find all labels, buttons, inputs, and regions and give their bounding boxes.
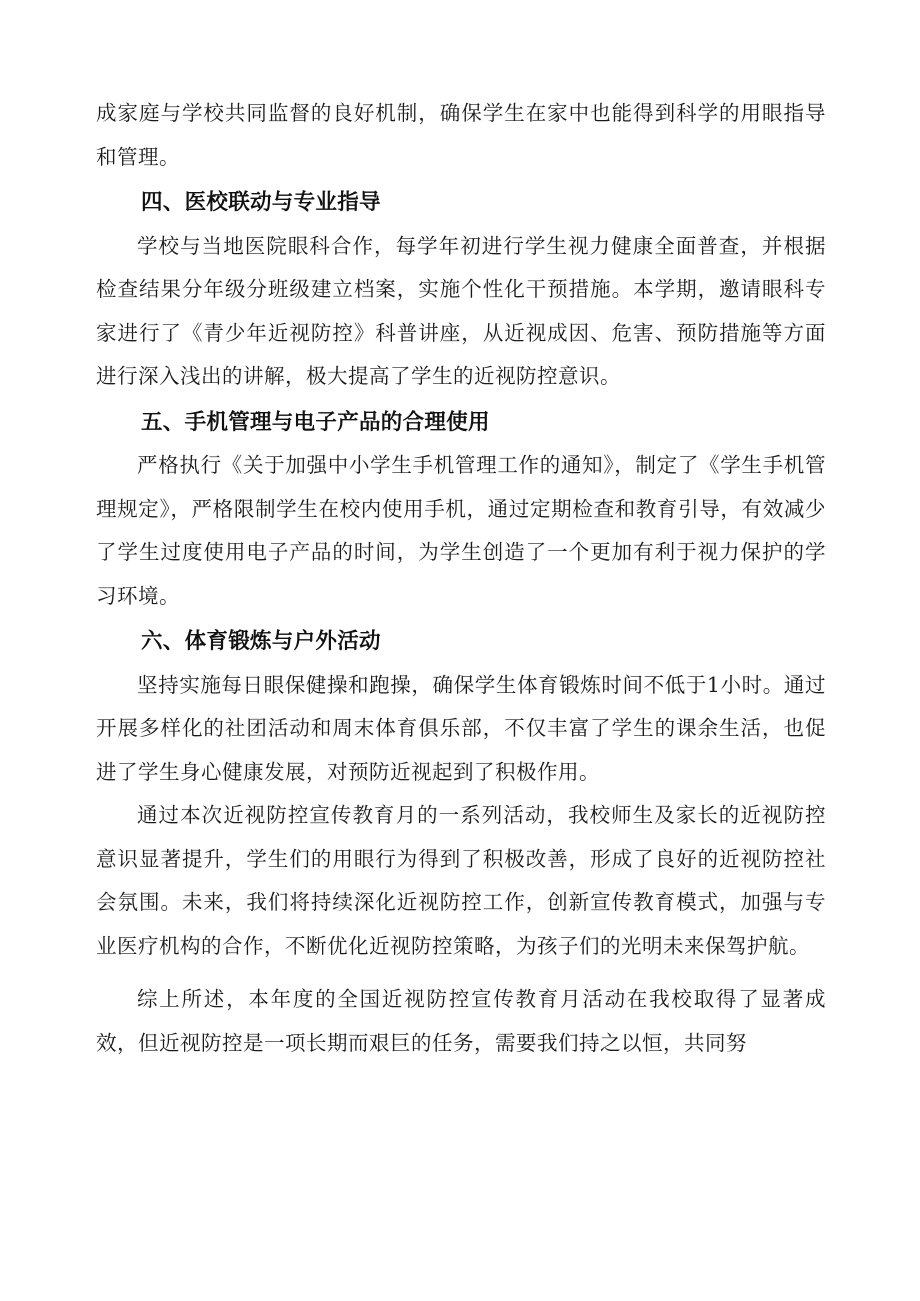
section-6-body: 坚持实施每日眼保健操和跑操，确保学生体育锻炼时间不低于1小时。通过开展多样化的社团活动和周末体育俱乐部，不仅丰富了学生的课余生活，也促进了学生身心健康发展，对预防近视起到了积极作用。: [96, 672, 826, 784]
conclusion-paragraph-1: 通过本次近视防控宣传教育月的一系列活动，我校师生及家长的近视防控意识显著提升，学生们的用眼行为得到了积极改善，形成了良好的近视防控社会氛围。未来，我们将持续深化近视防控工作，创新宣传教育模式，加强与专业医疗机构的合作，不断优化近视防控策略，为孩子们的光明未来保驾护航。: [96, 803, 826, 958]
intro-continuation-paragraph: 成家庭与学校共同监督的良好机制，确保学生在家中也能得到科学的用眼指导和管理。: [96, 101, 826, 169]
section-4-body: 学校与当地医院眼科合作，每学年初进行学生视力健康全面普查，并根据检查结果分年级分班级建立档案，实施个性化干预措施。本学期，邀请眼科专家进行了《青少年近视防控》科普讲座，从近视成因、危害、预防措施等方面进行深入浅出的讲解，极大提高了学生的近视防控意识。: [96, 233, 826, 388]
section-5-body: 严格执行《关于加强中小学生手机管理工作的通知》，制定了《学生手机管理规定》，严格限制学生在校内使用手机，通过定期检查和教育引导，有效减少了学生过度使用电子产品的时间，为学生创造了一个更加有利于视力保护的学习环境。: [96, 453, 826, 608]
section-4-heading: 四、医校联动与专业指导: [141, 190, 381, 215]
conclusion-paragraph-2: 综上所述，本年度的全国近视防控宣传教育月活动在我校取得了显著成效，但近视防控是一项长期而艰巨的任务，需要我们持之以恒，共同努: [96, 987, 826, 1055]
section-6-heading: 六、体育锻炼与户外活动: [141, 629, 381, 654]
document-page: [96, 92, 826, 1065]
section-5-heading: 五、手机管理与电子产品的合理使用: [141, 409, 490, 435]
